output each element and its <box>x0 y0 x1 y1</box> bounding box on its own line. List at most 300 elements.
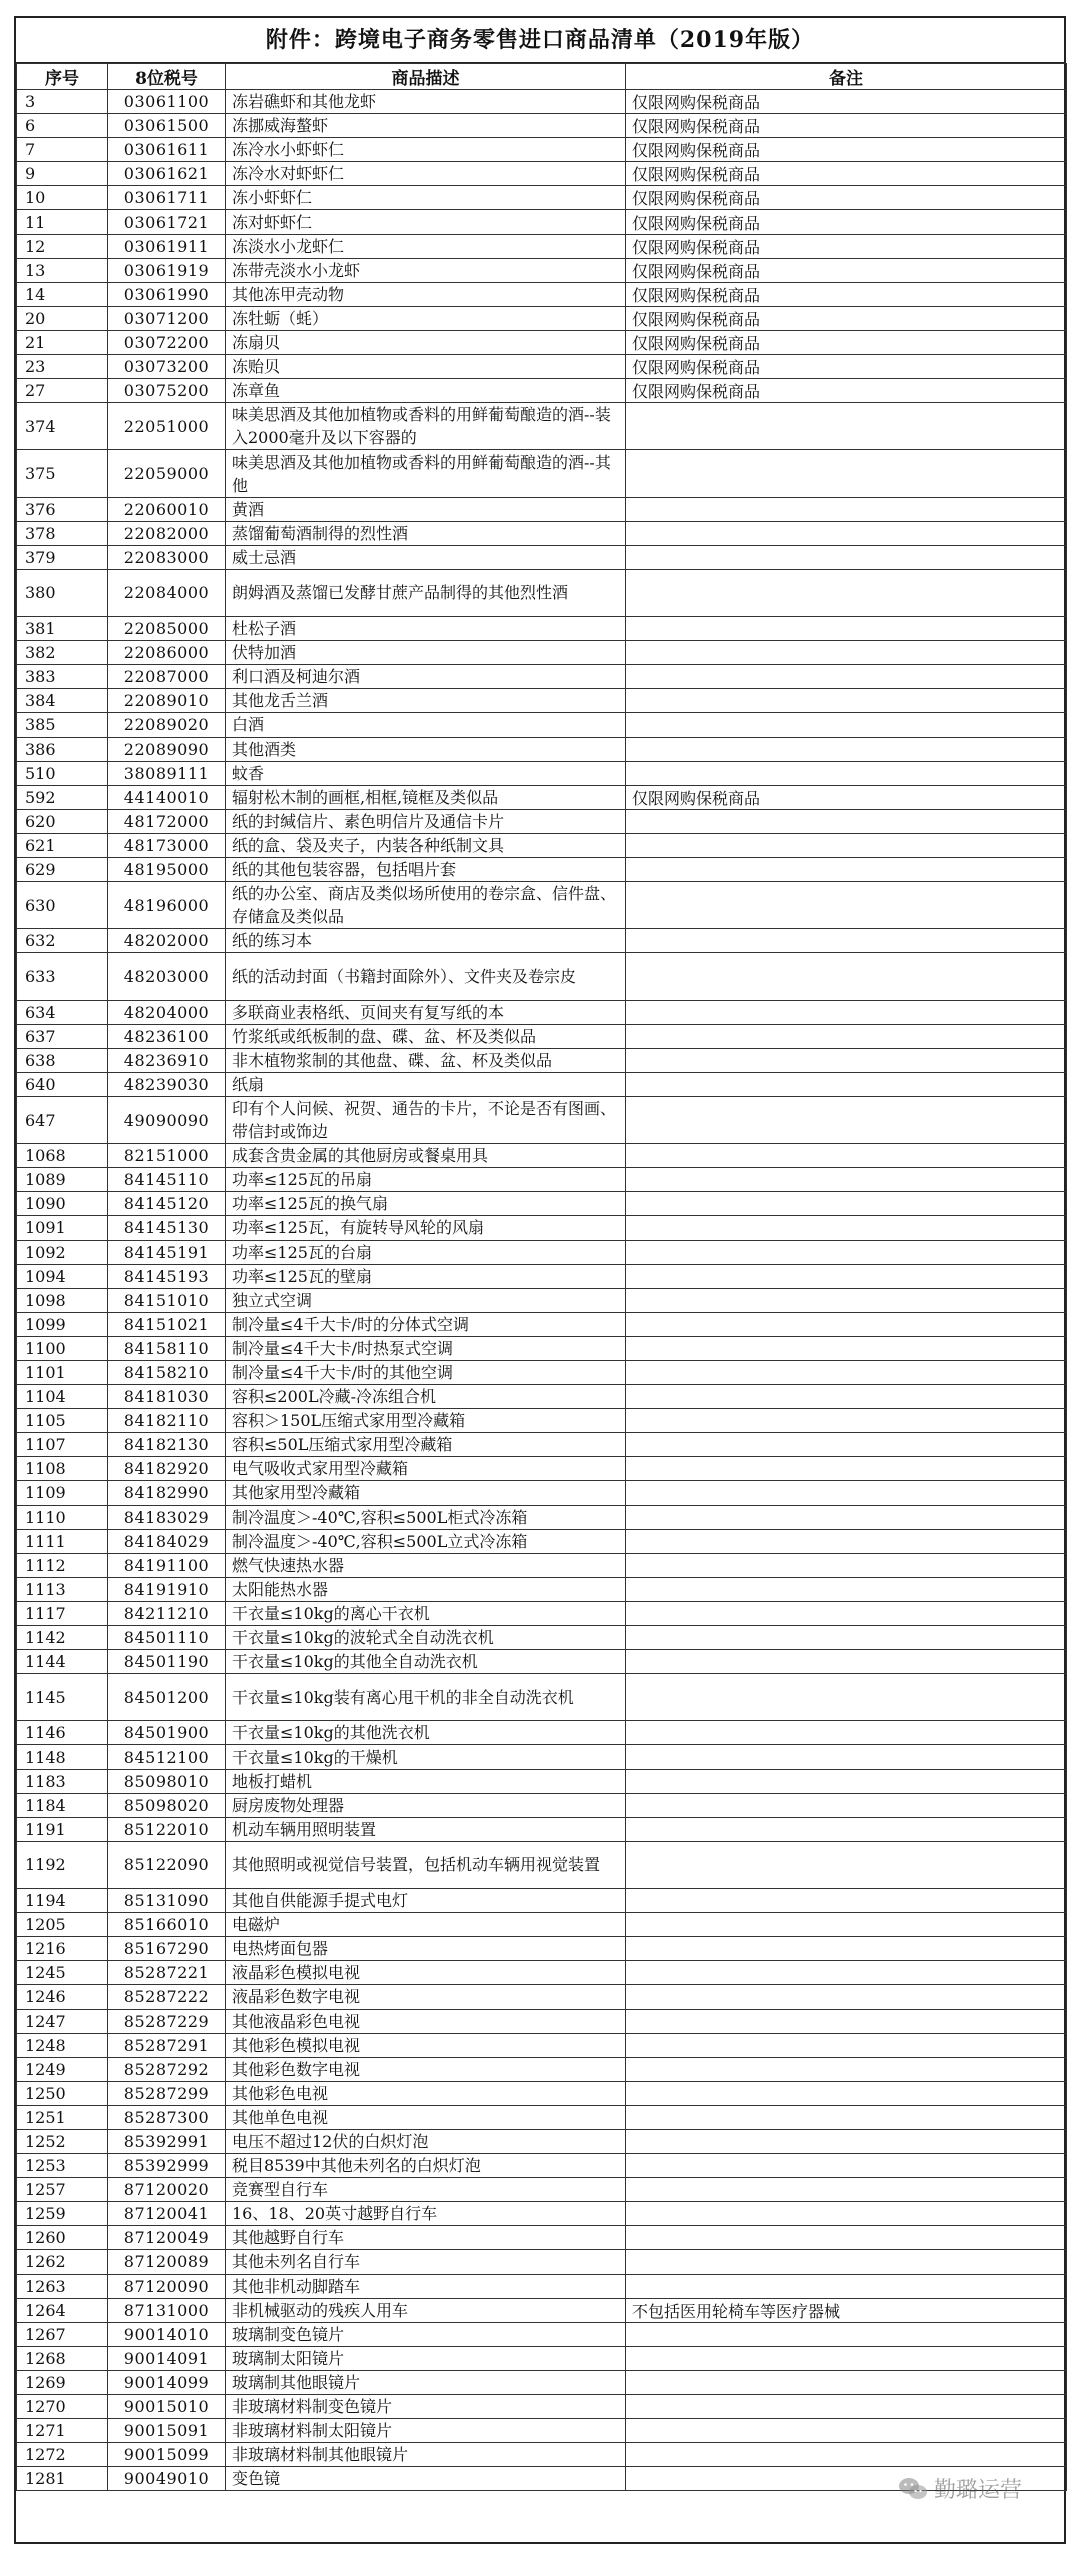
cell-tax-code: 22089090 <box>108 737 226 761</box>
table-row <box>17 785 1067 809</box>
cell-remark <box>626 2178 1067 2202</box>
cell-remark: 仅限网购保税商品 <box>626 282 1067 306</box>
cell-description: 非玻璃材料制其他眼镜片 <box>226 2443 626 2467</box>
cell-remark: 仅限网购保税商品 <box>626 114 1067 138</box>
cell-description: 威士忌酒 <box>226 545 626 569</box>
header-serial: 序号 <box>17 64 108 90</box>
cell-tax-code: 84183029 <box>108 1505 226 1529</box>
cell-serial: 23 <box>17 355 108 379</box>
cell-serial: 6 <box>17 114 108 138</box>
cell-remark <box>626 809 1067 833</box>
cell-tax-code: 84158210 <box>108 1360 226 1384</box>
cell-serial: 1107 <box>17 1433 108 1457</box>
cell-remark <box>626 1409 1067 1433</box>
cell-serial: 1101 <box>17 1360 108 1384</box>
cell-remark <box>626 1553 1067 1577</box>
cell-tax-code: 22051000 <box>108 403 226 450</box>
cell-description: 容积＞150L压缩式家用型冷藏箱 <box>226 1409 626 1433</box>
cell-remark <box>626 2154 1067 2178</box>
cell-serial: 630 <box>17 882 108 929</box>
cell-description: 干衣量≤10kg的离心干衣机 <box>226 1601 626 1625</box>
cell-description: 其他单色电视 <box>226 2105 626 2129</box>
table-row <box>17 2178 1067 2202</box>
table-row <box>17 2226 1067 2250</box>
cell-tax-code: 85122010 <box>108 1817 226 1841</box>
cell-serial: 21 <box>17 330 108 354</box>
cell-description: 成套含贵金属的其他厨房或餐桌用具 <box>226 1144 626 1168</box>
cell-remark <box>626 1985 1067 2009</box>
cell-tax-code: 22086000 <box>108 641 226 665</box>
cell-description: 玻璃制太阳镜片 <box>226 2346 626 2370</box>
table-row <box>17 569 1067 616</box>
cell-serial: 1099 <box>17 1312 108 1336</box>
table-row <box>17 2250 1067 2274</box>
cell-tax-code: 84191910 <box>108 1577 226 1601</box>
cell-serial: 1249 <box>17 2057 108 2081</box>
table-row <box>17 545 1067 569</box>
cell-tax-code: 85122090 <box>108 1841 226 1888</box>
table-row <box>17 1048 1067 1072</box>
cell-tax-code: 03061721 <box>108 210 226 234</box>
cell-serial: 1145 <box>17 1674 108 1721</box>
cell-tax-code: 85166010 <box>108 1913 226 1937</box>
table-row <box>17 1817 1067 1841</box>
table-row <box>17 450 1067 497</box>
table-row <box>17 330 1067 354</box>
table-row <box>17 379 1067 403</box>
cell-tax-code: 84181030 <box>108 1385 226 1409</box>
cell-serial: 376 <box>17 497 108 521</box>
cell-remark <box>626 1192 1067 1216</box>
cell-description: 伏特加酒 <box>226 641 626 665</box>
cell-remark <box>626 882 1067 929</box>
cell-serial: 382 <box>17 641 108 665</box>
cell-serial: 1253 <box>17 2154 108 2178</box>
cell-serial: 1192 <box>17 1841 108 1888</box>
cell-serial: 20 <box>17 306 108 330</box>
cell-remark: 仅限网购保税商品 <box>626 210 1067 234</box>
cell-serial: 1257 <box>17 2178 108 2202</box>
cell-description: 功率≤125瓦的换气扇 <box>226 1192 626 1216</box>
cell-remark <box>626 1144 1067 1168</box>
cell-description: 机动车辆用照明装置 <box>226 1817 626 1841</box>
cell-serial: 9 <box>17 162 108 186</box>
cell-remark: 仅限网购保税商品 <box>626 138 1067 162</box>
cell-serial: 1260 <box>17 2226 108 2250</box>
table-row <box>17 162 1067 186</box>
cell-remark <box>626 1769 1067 1793</box>
cell-tax-code: 84501190 <box>108 1650 226 1674</box>
cell-serial: 632 <box>17 929 108 953</box>
cell-serial: 384 <box>17 689 108 713</box>
cell-description: 冻小虾虾仁 <box>226 186 626 210</box>
cell-description: 独立式空调 <box>226 1288 626 1312</box>
cell-description: 竞赛型自行车 <box>226 2178 626 2202</box>
cell-tax-code: 85131090 <box>108 1889 226 1913</box>
cell-remark <box>626 1913 1067 1937</box>
cell-tax-code: 84151021 <box>108 1312 226 1336</box>
table-row <box>17 1168 1067 1192</box>
cell-description: 冻贻贝 <box>226 355 626 379</box>
cell-serial: 1268 <box>17 2346 108 2370</box>
cell-remark <box>626 1216 1067 1240</box>
table-row <box>17 114 1067 138</box>
cell-description: 制冷量≤4千大卡/时的其他空调 <box>226 1360 626 1384</box>
cell-serial: 380 <box>17 569 108 616</box>
header-tax-code: 8位税号 <box>108 64 226 90</box>
cell-serial: 14 <box>17 282 108 306</box>
cell-tax-code: 48173000 <box>108 833 226 857</box>
cell-description: 辐射松木制的画框,相框,镜框及类似品 <box>226 785 626 809</box>
cell-description: 纸的活动封面（书籍封面除外）、文件夹及卷宗皮 <box>226 953 626 1000</box>
table-row <box>17 497 1067 521</box>
cell-description: 其他非机动脚踏车 <box>226 2274 626 2298</box>
cell-remark <box>626 545 1067 569</box>
cell-serial: 385 <box>17 713 108 737</box>
cell-tax-code: 48236100 <box>108 1024 226 1048</box>
cell-tax-code: 90014091 <box>108 2346 226 2370</box>
table-row <box>17 2202 1067 2226</box>
cell-serial: 374 <box>17 403 108 450</box>
cell-remark <box>626 2346 1067 2370</box>
table-row <box>17 953 1067 1000</box>
cell-tax-code: 84151010 <box>108 1288 226 1312</box>
cell-serial: 1281 <box>17 2467 108 2491</box>
cell-description: 朗姆酒及蒸馏已发酵甘蔗产品制得的其他烈性酒 <box>226 569 626 616</box>
cell-remark <box>626 1360 1067 1384</box>
cell-remark <box>626 2057 1067 2081</box>
cell-description: 冻章鱼 <box>226 379 626 403</box>
table-row <box>17 1288 1067 1312</box>
cell-tax-code: 22083000 <box>108 545 226 569</box>
cell-remark <box>626 2009 1067 2033</box>
cell-remark <box>626 1312 1067 1336</box>
cell-tax-code: 03071200 <box>108 306 226 330</box>
page-title: 附件：跨境电子商务零售进口商品清单（2019年版） <box>16 18 1064 63</box>
cell-serial: 1098 <box>17 1288 108 1312</box>
cell-tax-code: 85392991 <box>108 2129 226 2153</box>
cell-serial: 620 <box>17 809 108 833</box>
table-row <box>17 1433 1067 1457</box>
cell-description: 其他家用型冷藏箱 <box>226 1481 626 1505</box>
cell-serial: 510 <box>17 761 108 785</box>
table-row <box>17 1601 1067 1625</box>
cell-tax-code: 84182130 <box>108 1433 226 1457</box>
cell-remark: 仅限网购保税商品 <box>626 186 1067 210</box>
cell-tax-code: 84158110 <box>108 1336 226 1360</box>
cell-remark <box>626 2226 1067 2250</box>
cell-description: 功率≤125瓦的吊扇 <box>226 1168 626 1192</box>
table-row <box>17 2298 1067 2322</box>
cell-serial: 1270 <box>17 2395 108 2419</box>
table-row <box>17 1024 1067 1048</box>
cell-description: 其他龙舌兰酒 <box>226 689 626 713</box>
cell-serial: 1094 <box>17 1264 108 1288</box>
cell-tax-code: 84145191 <box>108 1240 226 1264</box>
cell-tax-code: 90015091 <box>108 2419 226 2443</box>
table-row <box>17 2274 1067 2298</box>
watermark-text: 勤璐运营 <box>933 2478 1022 2503</box>
cell-remark <box>626 1529 1067 1553</box>
table-row <box>17 258 1067 282</box>
cell-tax-code: 22085000 <box>108 617 226 641</box>
table-row <box>17 2346 1067 2370</box>
table-row <box>17 1913 1067 1937</box>
table-row <box>17 234 1067 258</box>
cell-tax-code: 85287229 <box>108 2009 226 2033</box>
table-row <box>17 1481 1067 1505</box>
cell-serial: 1142 <box>17 1626 108 1650</box>
header-description: 商品描述 <box>226 64 626 90</box>
cell-remark: 仅限网购保税商品 <box>626 306 1067 330</box>
cell-remark <box>626 1072 1067 1096</box>
cell-description: 制冷温度＞-40℃,容积≤500L立式冷冻箱 <box>226 1529 626 1553</box>
cell-remark: 仅限网购保税商品 <box>626 355 1067 379</box>
cell-tax-code: 90014099 <box>108 2370 226 2394</box>
cell-serial: 381 <box>17 617 108 641</box>
cell-description: 其他冻甲壳动物 <box>226 282 626 306</box>
cell-remark: 不包括医用轮椅车等医疗器械 <box>626 2298 1067 2322</box>
cell-tax-code: 22089010 <box>108 689 226 713</box>
table-row <box>17 1312 1067 1336</box>
header-remark: 备注 <box>626 64 1067 90</box>
cell-remark <box>626 1721 1067 1745</box>
table-row <box>17 1264 1067 1288</box>
table-row <box>17 1650 1067 1674</box>
cell-serial: 1117 <box>17 1601 108 1625</box>
cell-description: 液晶彩色模拟电视 <box>226 1961 626 1985</box>
cell-serial: 1259 <box>17 2202 108 2226</box>
table-row <box>17 1745 1067 1769</box>
cell-serial: 1146 <box>17 1721 108 1745</box>
cell-description: 燃气快速热水器 <box>226 1553 626 1577</box>
cell-description: 16、18、20英寸越野自行车 <box>226 2202 626 2226</box>
table-row <box>17 1192 1067 1216</box>
cell-tax-code: 03061500 <box>108 114 226 138</box>
cell-description: 干衣量≤10kg装有离心甩干机的非全自动洗衣机 <box>226 1674 626 1721</box>
cell-description: 竹浆纸或纸板制的盘、碟、盆、杯及类似品 <box>226 1024 626 1048</box>
cell-remark <box>626 2129 1067 2153</box>
cell-description: 其他自供能源手提式电灯 <box>226 1889 626 1913</box>
cell-serial: 1269 <box>17 2370 108 2394</box>
cell-remark <box>626 1481 1067 1505</box>
cell-description: 味美思酒及其他加植物或香料的用鲜葡萄酿造的酒--其他 <box>226 450 626 497</box>
cell-tax-code: 84182990 <box>108 1481 226 1505</box>
cell-remark: 仅限网购保税商品 <box>626 330 1067 354</box>
table-row <box>17 2370 1067 2394</box>
cell-remark <box>626 1240 1067 1264</box>
cell-description: 冻冷水对虾虾仁 <box>226 162 626 186</box>
cell-remark <box>626 1024 1067 1048</box>
cell-tax-code: 85392999 <box>108 2154 226 2178</box>
table-row <box>17 90 1067 114</box>
goods-table <box>16 63 1067 2491</box>
cell-description: 功率≤125瓦，有旋转导风轮的风扇 <box>226 1216 626 1240</box>
cell-tax-code: 84501900 <box>108 1721 226 1745</box>
cell-remark <box>626 403 1067 450</box>
table-row <box>17 1409 1067 1433</box>
cell-tax-code: 90049010 <box>108 2467 226 2491</box>
cell-serial: 1092 <box>17 1240 108 1264</box>
table-row <box>17 1336 1067 1360</box>
cell-description: 其他酒类 <box>226 737 626 761</box>
cell-tax-code: 22082000 <box>108 521 226 545</box>
cell-tax-code: 22089020 <box>108 713 226 737</box>
cell-tax-code: 03061711 <box>108 186 226 210</box>
cell-remark <box>626 1336 1067 1360</box>
table-row <box>17 1961 1067 1985</box>
cell-remark <box>626 1577 1067 1601</box>
cell-remark <box>626 833 1067 857</box>
cell-tax-code: 82151000 <box>108 1144 226 1168</box>
cell-description: 容积≤50L压缩式家用型冷藏箱 <box>226 1433 626 1457</box>
table-row <box>17 521 1067 545</box>
cell-serial: 1194 <box>17 1889 108 1913</box>
cell-tax-code: 85287222 <box>108 1985 226 2009</box>
cell-tax-code: 84501200 <box>108 1674 226 1721</box>
cell-remark <box>626 2033 1067 2057</box>
cell-remark <box>626 1626 1067 1650</box>
cell-tax-code: 44140010 <box>108 785 226 809</box>
table-row <box>17 2057 1067 2081</box>
cell-description: 液晶彩色数字电视 <box>226 1985 626 2009</box>
cell-serial: 1251 <box>17 2105 108 2129</box>
cell-serial: 638 <box>17 1048 108 1072</box>
cell-description: 功率≤125瓦的壁扇 <box>226 1264 626 1288</box>
cell-description: 玻璃制其他眼镜片 <box>226 2370 626 2394</box>
cell-remark: 仅限网购保税商品 <box>626 162 1067 186</box>
cell-tax-code: 84184029 <box>108 1529 226 1553</box>
cell-description: 纸扇 <box>226 1072 626 1096</box>
cell-description: 制冷量≤4千大卡/时热泵式空调 <box>226 1336 626 1360</box>
cell-remark: 仅限网购保税商品 <box>626 234 1067 258</box>
cell-serial: 1090 <box>17 1192 108 1216</box>
cell-description: 冻牡蛎（蚝） <box>226 306 626 330</box>
table-row <box>17 1937 1067 1961</box>
table-row <box>17 2129 1067 2153</box>
table-row <box>17 2081 1067 2105</box>
cell-serial: 1091 <box>17 1216 108 1240</box>
cell-serial: 1252 <box>17 2129 108 2153</box>
wechat-icon <box>898 2476 928 2502</box>
cell-description: 太阳能热水器 <box>226 1577 626 1601</box>
table-row <box>17 210 1067 234</box>
table-row <box>17 1674 1067 1721</box>
table-row <box>17 1841 1067 1888</box>
cell-description: 纸的盒、袋及夹子，内装各种纸制文具 <box>226 833 626 857</box>
cell-description: 蚊香 <box>226 761 626 785</box>
cell-serial: 11 <box>17 210 108 234</box>
cell-description: 干衣量≤10kg的干燥机 <box>226 1745 626 1769</box>
cell-description: 其他彩色数字电视 <box>226 2057 626 2081</box>
cell-tax-code: 22060010 <box>108 497 226 521</box>
cell-remark <box>626 1745 1067 1769</box>
cell-tax-code: 84145120 <box>108 1192 226 1216</box>
table-row <box>17 1577 1067 1601</box>
cell-serial: 12 <box>17 234 108 258</box>
cell-serial: 1247 <box>17 2009 108 2033</box>
cell-tax-code: 87131000 <box>108 2298 226 2322</box>
table-row <box>17 1216 1067 1240</box>
cell-tax-code: 48172000 <box>108 809 226 833</box>
cell-tax-code: 03061990 <box>108 282 226 306</box>
cell-serial: 1205 <box>17 1913 108 1937</box>
cell-tax-code: 48196000 <box>108 882 226 929</box>
watermark <box>898 2473 1022 2504</box>
cell-serial: 1148 <box>17 1745 108 1769</box>
cell-tax-code: 87120090 <box>108 2274 226 2298</box>
cell-serial: 1100 <box>17 1336 108 1360</box>
cell-remark <box>626 569 1067 616</box>
cell-remark <box>626 1793 1067 1817</box>
document <box>14 16 1066 2544</box>
table-row <box>17 1457 1067 1481</box>
cell-tax-code: 48195000 <box>108 858 226 882</box>
table-row <box>17 1240 1067 1264</box>
cell-serial: 1262 <box>17 2250 108 2274</box>
table-row <box>17 2154 1067 2178</box>
cell-serial: 592 <box>17 785 108 809</box>
table-row <box>17 809 1067 833</box>
cell-description: 电热烤面包器 <box>226 1937 626 1961</box>
cell-description: 冻挪威海螯虾 <box>226 114 626 138</box>
cell-description: 其他未列名自行车 <box>226 2250 626 2274</box>
table-row <box>17 2033 1067 2057</box>
cell-description: 多联商业表格纸、页间夹有复写纸的本 <box>226 1000 626 1024</box>
cell-serial: 634 <box>17 1000 108 1024</box>
cell-description: 蒸馏葡萄酒制得的烈性酒 <box>226 521 626 545</box>
cell-description: 玻璃制变色镜片 <box>226 2322 626 2346</box>
cell-description: 干衣量≤10kg的波轮式全自动洗衣机 <box>226 1626 626 1650</box>
cell-description: 冻淡水小龙虾仁 <box>226 234 626 258</box>
cell-description: 制冷量≤4千大卡/时的分体式空调 <box>226 1312 626 1336</box>
table-row <box>17 1769 1067 1793</box>
cell-tax-code: 85287291 <box>108 2033 226 2057</box>
table-row <box>17 2443 1067 2467</box>
cell-remark: 仅限网购保税商品 <box>626 379 1067 403</box>
cell-tax-code: 03061621 <box>108 162 226 186</box>
cell-remark <box>626 737 1067 761</box>
cell-remark <box>626 1457 1067 1481</box>
cell-remark <box>626 761 1067 785</box>
cell-tax-code: 03061911 <box>108 234 226 258</box>
cell-description: 黄酒 <box>226 497 626 521</box>
table-row <box>17 882 1067 929</box>
cell-description: 功率≤125瓦的台扇 <box>226 1240 626 1264</box>
cell-serial: 629 <box>17 858 108 882</box>
cell-tax-code: 03061611 <box>108 138 226 162</box>
table-row <box>17 617 1067 641</box>
cell-serial: 379 <box>17 545 108 569</box>
cell-remark <box>626 2370 1067 2394</box>
cell-tax-code: 90014010 <box>108 2322 226 2346</box>
cell-tax-code: 22087000 <box>108 665 226 689</box>
cell-serial: 13 <box>17 258 108 282</box>
cell-serial: 1105 <box>17 1409 108 1433</box>
cell-tax-code: 03061100 <box>108 90 226 114</box>
cell-remark <box>626 2322 1067 2346</box>
cell-tax-code: 85287292 <box>108 2057 226 2081</box>
cell-serial: 1110 <box>17 1505 108 1529</box>
cell-tax-code: 38089111 <box>108 761 226 785</box>
cell-tax-code: 90015010 <box>108 2395 226 2419</box>
cell-description: 电磁炉 <box>226 1913 626 1937</box>
cell-serial: 1108 <box>17 1457 108 1481</box>
cell-remark <box>626 2443 1067 2467</box>
cell-remark <box>626 2202 1067 2226</box>
cell-tax-code: 84211210 <box>108 1601 226 1625</box>
table-row <box>17 2105 1067 2129</box>
